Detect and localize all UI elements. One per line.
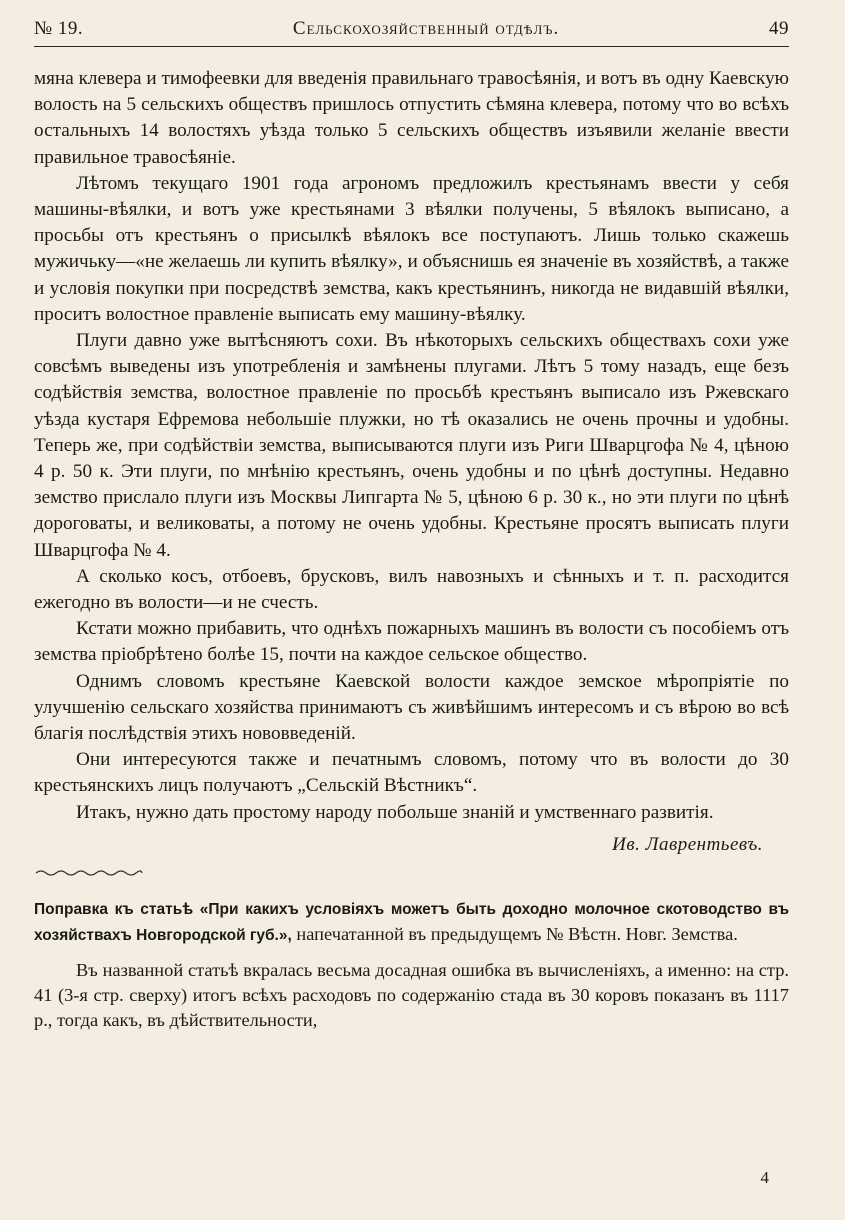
paragraph-4: А сколько косъ, отбоевъ, брусковъ, вилъ навозныхъ и сѣнныхъ и т. п. расходится ежегодно въ волости—и не счесть. [34,565,789,614]
paragraph-8: Итакъ, нужно дать простому народу побольше знаній и умственнаго развитія. [76,801,714,823]
correction-rest: напечатанной въ предыдущемъ № Вѣстн. Новг. Земства. [296,924,738,945]
page-header [34,18,789,40]
page-number: 49 [768,18,789,39]
header-rule [34,46,789,47]
signature-mark: 4 [760,1168,769,1187]
issue-number: № 19. [34,18,84,39]
wavy-divider [34,868,144,878]
section-title: Сельскохозяйственный отдѣлъ. [292,18,560,39]
correction-paragraph: Въ названной статьѣ вкралась весьма досадная ошибка въ вычисленіяхъ, а именно: на стр. 41 (3-я стр. сверху) итогъ всѣхъ расходовъ по содержанію стада въ 30 коровъ показанъ въ 1117 р., тогда какъ, въ дѣйствительности, [34,960,789,1031]
correction-body [34,958,789,1033]
paragraph-1: мяна клевера и тимофеевки для введенія правильнаго травосѣянія, и вотъ въ одну Каевскую волость на 5 сельскихъ обществъ пришлось отпустить сѣмяна клевера, потому что во всѣхъ остальныхъ 14 волостяхъ уѣзда только 5 сельскихъ обществъ изъявили желаніе ввести правильное травосѣяніе. [34,68,789,168]
correction-notice [34,896,789,948]
paragraph-7: Они интересуются также и печатнымъ словомъ, потому что въ волости до 30 крестьянскихъ лицъ получаютъ „Сельскій Вѣстникъ“. [34,749,789,797]
paragraph-2: Лѣтомъ текущаго 1901 года агрономъ предложилъ крестьянамъ ввести у себя машины-вѣялки, и вотъ уже крестьянами 3 вѣялки получены, 5 вѣялокъ выписано, а просьбы отъ крестьянъ о присылкѣ вѣялокъ все поступаютъ. Лишь только скажешь мужичьку—«не желаешь ли купить вѣялку», и объяснишь ея значеніе въ хозяйствѣ, а также и условія покупки при посредствѣ земства, какъ крестьянинъ, никогда не видавшій вѣялки, проситъ волостное правленіе выписать ему машину-вѣялку. [34,172,789,325]
correction-lead: Поправка къ статьѣ «При какихъ условіяхъ можетъ быть доходно молочное скотоводство въ хозяйствахъ Новгородской губ.», [34,901,789,945]
article-body [34,66,789,1033]
paragraph-3: Плуги давно уже вытѣсняютъ сохи. Въ нѣкоторыхъ сельскихъ обществахъ сохи уже совсѣмъ выведены изъ употребленія и замѣнены плугами. Лѣтъ 5 тому назадъ, еще безъ содѣйствія земства, волостное правленіе по просьбѣ крестьянъ выписало изъ Ржевскаго уѣзда кустаря Ефремова небольшіе плужки, но тѣ оказались не очень прочны и удобны. Теперь же, при содѣйствіи земства, выписываются плуги изъ Риги Шварцгофа № 4, цѣною 4 р. 50 к. Эти плуги, по мнѣнію крестьянъ, очень удобны и по цѣнѣ доступны. Недавно земство прислало плуги изъ Москвы Липгарта № 5, цѣною 6 р. 30 к., но эти плуги по цѣнѣ дороговаты, и великоваты, а потому не очень удобны. Крестьяне просятъ выписать плуги Шварцгофа № 4. [34,330,789,561]
paragraph-6: Однимъ словомъ крестьяне Каевской волости каждое земское мѣропріятіе по улучшенію сельскаго хозяйства принимаютъ съ живѣйшимъ интересомъ и съ вѣрою во всѣ благія послѣдствія этихъ нововведеній. [34,670,789,745]
paragraph-5: Кстати можно прибавить, что однѣхъ пожарныхъ машинъ въ волости съ пособіемъ отъ земства пріобрѣтено болѣе 15, почти на каждое сельское общество. [34,618,789,666]
author-signature: Ив. Лаврентьевъ. [612,833,763,855]
